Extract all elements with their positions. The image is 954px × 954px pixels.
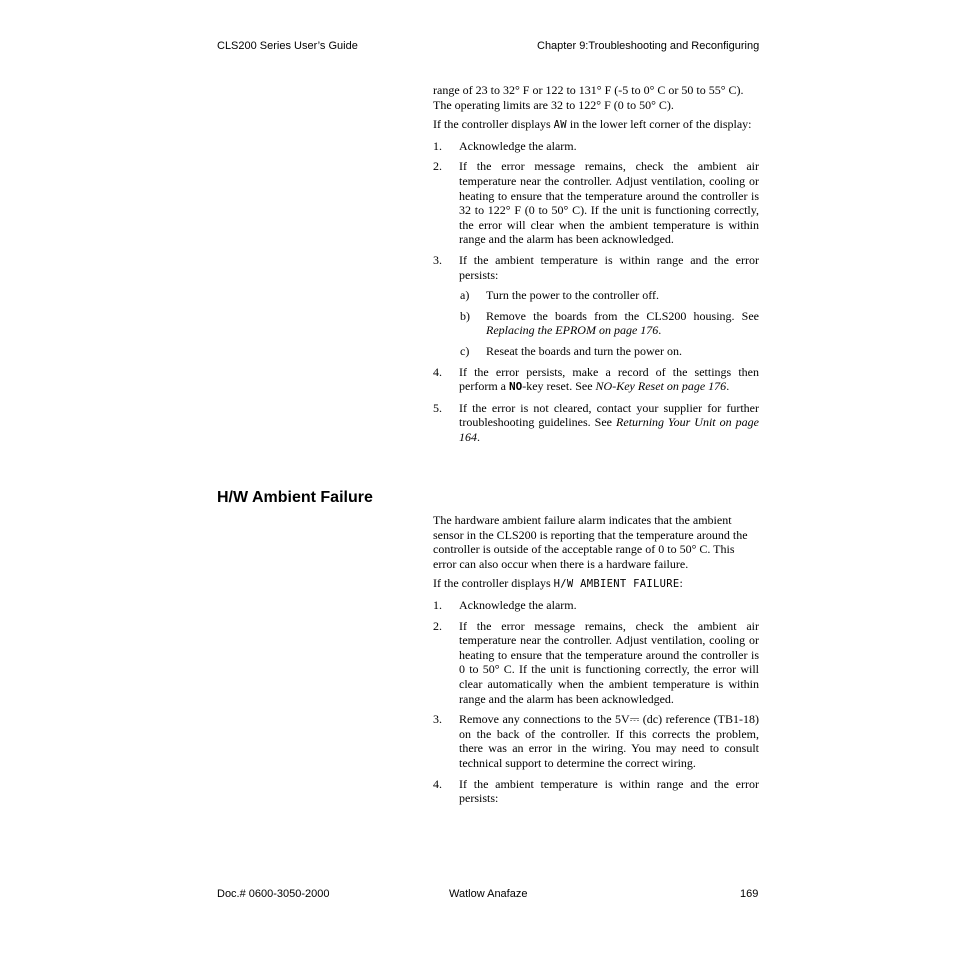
paragraph: The hardware ambient failure alarm indicates that the ambient sensor in the CLS200 is reporting that the temperature around the controller is outside of the acceptable range of 0 to 50° C. This error can also occur when there is a hardware failure. [433,513,748,571]
display-code: AW [553,119,567,132]
footer-company: Watlow Anafaze [449,888,528,900]
list-item: 3. If the ambient temperature is within range and the error persists: [433,252,759,282]
cross-reference-link[interactable]: Returning Your Unit on page 164 [459,415,759,444]
cross-reference-link[interactable]: NO-Key Reset on page 176 [595,379,727,394]
top-section [433,83,759,444]
paragraph: range of 23 to 32° F or 122 to 131° F (-5 to 0° C or 50 to 55° C). The operating limits are 32 to 122° F (0 to 50° C). [433,83,744,112]
display-paragraph: If the controller displays H/W AMBIENT FAILURE: [433,576,683,591]
list-item: 4. If the ambient temperature is within range and the error persists: [433,776,759,806]
display-code: H/W AMBIENT FAILURE [553,578,680,591]
list-item: 1. Acknowledge the alarm. [433,597,577,612]
header-doc-title: CLS200 Series User’s Guide [217,40,358,52]
list-item: 1. Acknowledge the alarm. [433,138,577,153]
page-number: 169 [740,888,759,900]
display-paragraph: If the controller displays AW in the lower left corner of the display: [433,117,752,132]
header-chapter: Chapter 9:Troubleshooting and Reconfiguring [537,40,760,52]
sub-list-item: a) Turn the power to the controller off. [460,288,659,303]
hw-section [433,513,759,806]
no-key-label: NO [508,380,523,394]
footer-doc-number: Doc.# 0600-3050-2000 [217,888,330,900]
section-heading: H/W Ambient Failure [217,489,373,506]
list-item: 4. If the error persists, make a record of the settings then perform a NO-key reset. See NO-Key Reset on page 176. [433,364,759,394]
list-item: 2. If the error message remains, check the ambient air temperature near the controller. Adjust ventilation, cooling or heating to ensure that the temperature around the controller is 32 to 122° F (0 to 50° C). If the unit is functioning correctly, the error will clear when the ambient temperature is within range and the alarm has been acknowledged. [433,159,759,247]
list-item: 5. If the error is not cleared, contact your supplier for further troubleshooting guidelines. See Returning Your Unit on page 164. [433,400,759,444]
cross-reference-link[interactable]: Replacing the EPROM on page 176 [486,323,659,338]
list-item: 3. Remove any connections to the 5V⎓ (dc) reference (TB1-18) on the back of the controller. If this corrects the problem, there was an error in the wiring. You may need to consult technical support to determine the correct wiring. [433,712,759,770]
sub-list-item: c) Reseat the boards and turn the power on. [460,343,682,358]
list-item: 2. If the error message remains, check the ambient air temperature near the controller. Adjust ventilation, cooling or heating to ensure that the temperature around the controller is 0 to 50° C. If the unit is functioning correctly, the error will clear automatically when the ambient temperature is within range and the alarm has been acknowledged. [433,618,759,706]
sub-list-item: b) Remove the boards from the CLS200 housing. See Replacing the EPROM on page 176. [460,308,759,338]
